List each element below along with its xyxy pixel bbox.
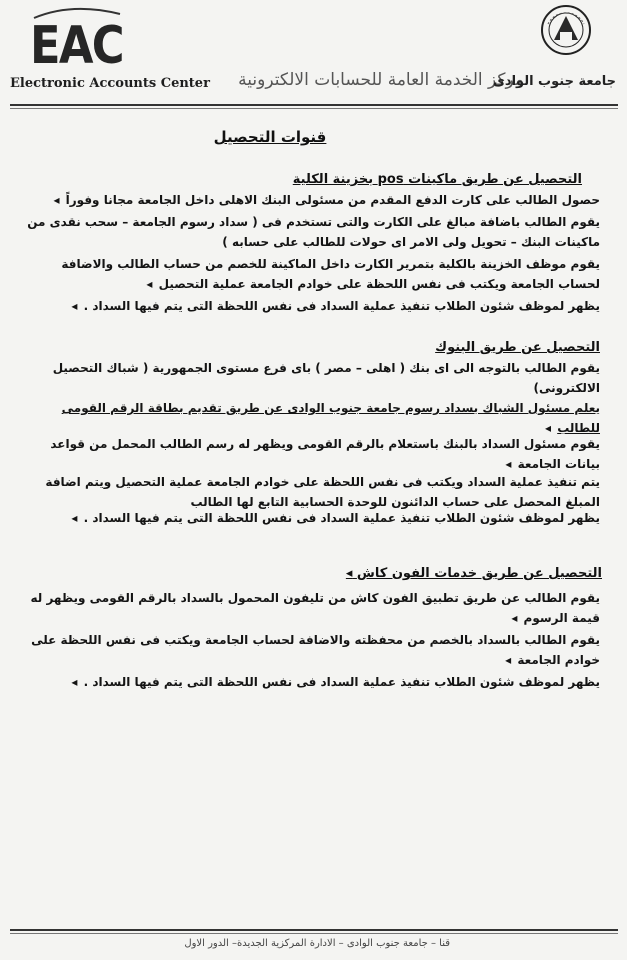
list-item: [22, 630, 600, 670]
university-name: جامعة جنوب الوادى: [493, 74, 616, 89]
footer-address: قنا – جامعة جنوب الوادى – الادارة المركزية الجديدة– الدور الاول: [184, 938, 450, 949]
header-divider-thin: [10, 108, 618, 109]
section-heading-pos: التحصيل عن طريق ماكينات pos بخزينة الكلية: [292, 172, 582, 187]
list-item-text: يظهر لموظف شئون الطلاب تنفيذ عملية السداد فى نفس اللحظة التى يتم فيها السداد .: [83, 299, 600, 313]
list-item-text: يظهر لموظف شئون الطلاب تنفيذ عملية السداد فى نفس اللحظة التى يتم فيها السداد .: [83, 511, 600, 525]
list-item-text: يقوم مسئول السداد بالبنك باستعلام بالرقم القومى ويظهر له رسم الطالب المحمل من قواعد بيانات الجامعة: [50, 437, 600, 471]
list-item: [22, 672, 600, 692]
list-item: [22, 254, 600, 294]
document-title: قنوات التحصيل: [213, 128, 327, 146]
list-item-text: يقوم الطالب باضافة مبالغ على الكارت والتى تستخدم فى ( سداد رسوم الجامعة – سحب نقدى من ماكينات البنك – تحويل ولى الامر اى حولات للطالب على حسابه ): [27, 215, 600, 249]
bullet-icon: ◂: [511, 611, 518, 625]
list-item: [22, 434, 600, 474]
list-item: [22, 398, 600, 438]
bullet-icon: ◂: [505, 457, 512, 471]
section-heading-text: التحصيل عن طريق خدمات الفون كاش: [356, 566, 602, 581]
bullet-icon: ◂: [71, 511, 78, 525]
footer-divider: [10, 929, 618, 931]
list-item-text: يتم تنفيذ عملية السداد ويكتب فى نفس اللحظة على خوادم الجامعة عملية التحصيل ويتم اضافة المبلغ المحصل على حساب الدائنون للوحدة الحسابية التابع لها الطالب: [45, 475, 600, 509]
university-seal-icon: [540, 4, 592, 56]
logo-text: EAC: [30, 16, 123, 76]
logo-subtitle: Electronic Accounts Center: [10, 76, 210, 91]
list-item-text: يقوم الطالب بالسداد بالخصم من محفظته والاضافة لحساب الجامعة ويكتب فى نفس اللحظة على خوادم الجامعة: [31, 633, 600, 667]
list-item: [22, 588, 600, 628]
bullet-icon: ◂: [544, 421, 551, 435]
bullet-icon: ◂: [71, 675, 78, 689]
list-item-text: يظهر لموظف شئون الطلاب تنفيذ عملية السداد فى نفس اللحظة التى يتم فيها السداد .: [83, 675, 600, 689]
center-name-arabic: مركز الخدمة العامة للحسابات الالكترونية: [238, 70, 524, 90]
list-item-text: حصول الطالب على كارت الدفع المقدم من مسئولى البنك الاهلى داخل الجامعة مجانا وفوراً: [65, 193, 600, 207]
list-item: [22, 296, 600, 316]
bullet-icon: ◂: [146, 277, 153, 291]
eac-logo: [14, 6, 123, 76]
bullet-icon: ◂: [505, 653, 512, 667]
header-divider: [10, 104, 618, 106]
list-item-text: يقوم موظف الخزينة بالكلية بتمرير الكارت داخل الماكينة للخصم من حساب الطالب والاضافة لحساب الجامعة ويكتب فى نفس اللحظة على خوادم الجامعة عملية التحصيل: [61, 257, 600, 291]
list-item: [22, 508, 600, 528]
list-item: [22, 472, 600, 512]
list-item: [22, 358, 600, 398]
list-item: [22, 212, 600, 252]
bullet-icon: ◂: [345, 566, 353, 581]
list-item-text: يعلم مسئول الشباك بسداد رسوم جامعة جنوب الوادى عن طريق تقديم بطاقة الرقم القومى للطالب: [61, 401, 600, 435]
list-item-text: يقوم الطالب بالتوجه الى اى بنك ( اهلى – مصر ) باى فرع مستوى الجمهورية ( شباك التحصيل الالكترونى): [52, 361, 600, 395]
section-heading-phonecash: [345, 566, 602, 581]
bullet-icon: ◂: [71, 299, 78, 313]
bullet-icon: ◂: [53, 193, 60, 207]
section-heading-banks: التحصيل عن طريق البنوك: [435, 340, 600, 355]
list-item-text: يقوم الطالب عن طريق تطبيق الفون كاش من تليفون المحمول بالسداد بالرقم القومى ويظهر له قيمة الرسوم: [30, 591, 600, 625]
footer-divider-thin: [10, 933, 618, 934]
list-item: [22, 190, 600, 210]
